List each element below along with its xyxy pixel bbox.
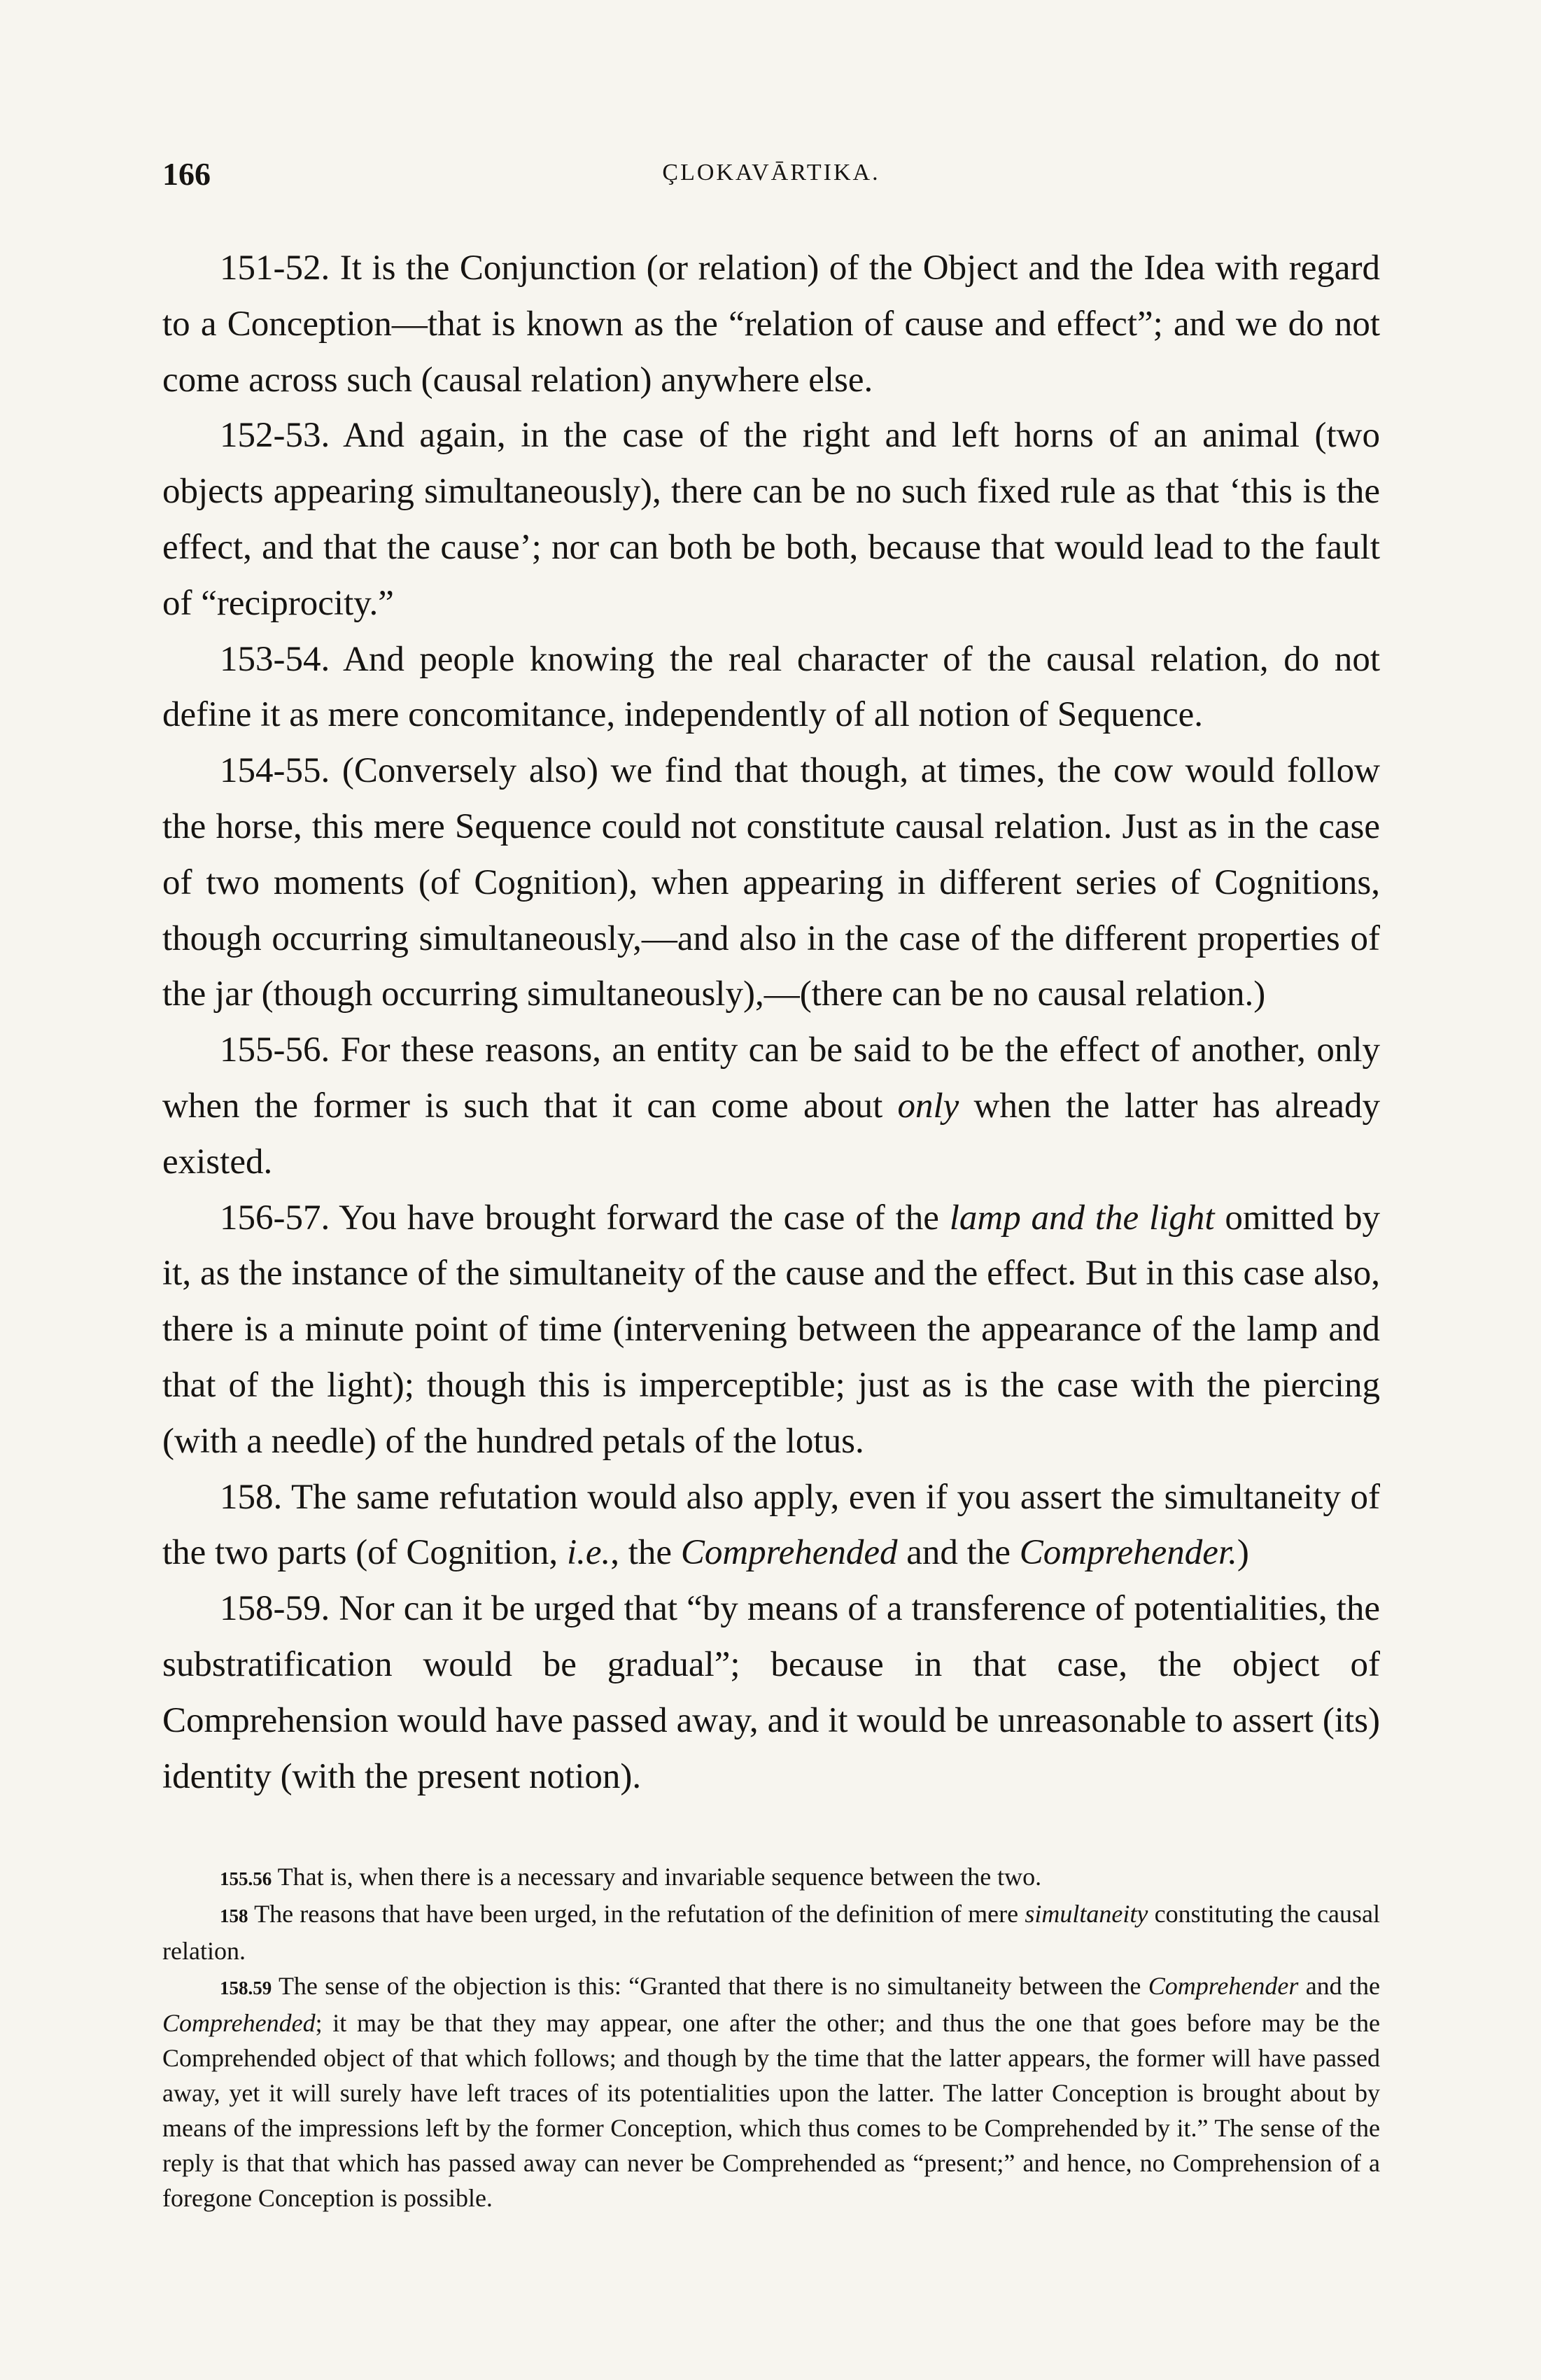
text-run: and the: [897, 1533, 1020, 1573]
italic-text: i.e.: [566, 1533, 611, 1573]
verse-paragraph: [162, 1191, 1380, 1470]
footnote-ref: 155.56: [220, 1868, 272, 1890]
verse-paragraph: [162, 241, 1380, 408]
footnote-ref: 158.59: [220, 1977, 272, 1999]
verse-number: 154-55.: [220, 751, 330, 791]
italic-text: only: [897, 1086, 959, 1126]
text-run: when the latter has already existed.: [162, 1086, 1380, 1182]
text-run: That is, when there is a necessary and invariable sequence between the two.: [272, 1863, 1042, 1891]
verse-number: 156-57.: [220, 1198, 330, 1238]
text-run: , the: [610, 1533, 681, 1573]
running-title: ÇLOKAVĀRTIKA.: [662, 160, 880, 186]
verse-number: 153-54.: [220, 639, 330, 679]
verse-number: 158.: [220, 1477, 283, 1517]
text-run: The same refutation would also apply, even if you assert the simultaneity of the two parts (of Cognition,: [162, 1477, 1380, 1573]
text-run: The reasons that have been urged, in the refutation of the definition of mere: [248, 1900, 1025, 1928]
italic-text: Comprehended: [162, 2009, 316, 2038]
main-text: [162, 241, 1380, 1805]
text-run: You have brought forward the case of the: [330, 1198, 950, 1238]
italic-text: Comprehender.: [1019, 1533, 1237, 1573]
verse-number: 155-56.: [220, 1030, 330, 1070]
text-run: It is the Conjunction (or relation) of the Object and the Idea with regard to a Conception—that is known as the “relation of cause and effect”; and we do not come across such (causal relation) anywhere else.: [162, 248, 1380, 400]
italic-text: Comprehender: [1148, 1972, 1299, 2001]
verse-paragraph: [162, 632, 1380, 744]
book-page: [162, 155, 1380, 2216]
verse-paragraph: [162, 1470, 1380, 1582]
text-run: ; it may be that they may appear, one after the other; and thus the one that goes before may be the Comprehended object of that which follows; and though by the time that the latter appears, the former will have passed away, yet it will surely have left traces of its potentialities upon the latter. The latter Conception is brought about by means of the impressions left by the former Conception, which thus comes to be Comprehended by it.” The sense of the reply is that that which has passed away can never be Comprehended as “present;” and hence, no Comprehension of a foregone Conception is possible.: [162, 2009, 1380, 2213]
page-header: [162, 155, 1380, 204]
page-number: 166: [162, 156, 211, 192]
text-run: and the: [1298, 1972, 1380, 2001]
verse-number: 158-59.: [220, 1589, 330, 1629]
text-run: And again, in the case of the right and left horns of an animal (two objects appearing simultaneously), there can be no such fixed rule as that ‘this is the effect, and that the cause’; nor can both be both, because that would lead to the fault of “reciprocity.”: [162, 416, 1380, 623]
text-run: constituting the causal relation.: [162, 1900, 1380, 1966]
verse-paragraph: [162, 1023, 1380, 1190]
footnote: [162, 1859, 1380, 1896]
footnote: [162, 1896, 1380, 1968]
text-run: The sense of the objection is this: “Granted that there is no simultaneity between the: [272, 1972, 1148, 2001]
text-run: ): [1237, 1533, 1249, 1573]
footnote: [162, 1968, 1380, 2216]
footnote-ref: 158: [220, 1905, 248, 1927]
text-run: For these reasons, an entity can be said to be the effect of another, only when the former is such that it can come about: [162, 1030, 1380, 1126]
text-run: Nor can it be urged that “by means of a transference of potentialities, the substratification would be gradual”; because in that case, the object of Comprehension would have passed away, and it would be unreasonable to assert (its) identity (with the present notion).: [162, 1589, 1380, 1796]
verse-paragraph: [162, 408, 1380, 631]
verse-paragraph: [162, 1581, 1380, 1805]
text-run: And people knowing the real character of the causal relation, do not define it as mere concomitance, independently of all notion of Sequence.: [162, 639, 1380, 735]
text-run: omitted by it, as the instance of the simultaneity of the cause and the effect. But in this case also, there is a minute point of time (intervening between the appearance of the lamp and that of the light); though this is imperceptible; just as is the case with the piercing (with a needle) of the hundred petals of the lotus.: [162, 1198, 1380, 1461]
italic-text: lamp and the light: [949, 1198, 1215, 1238]
text-run: (Conversely also) we find that though, at times, the cow would follow the horse, this mere Sequence could not constitute causal relation. Just as in the case of two moments (of Cognition), when appearing in different series of Cognitions, though occurring simultaneously,—and also in the case of the different properties of the jar (though occurring simultaneously),—(there can be no causal relation.): [162, 751, 1380, 1014]
verse-number: 151-52.: [220, 248, 330, 288]
verse-paragraph: [162, 743, 1380, 1023]
italic-text: Comprehended: [680, 1533, 898, 1573]
footnotes: [162, 1859, 1380, 2216]
verse-number: 152-53.: [220, 416, 330, 456]
italic-text: simultaneity: [1025, 1900, 1148, 1928]
